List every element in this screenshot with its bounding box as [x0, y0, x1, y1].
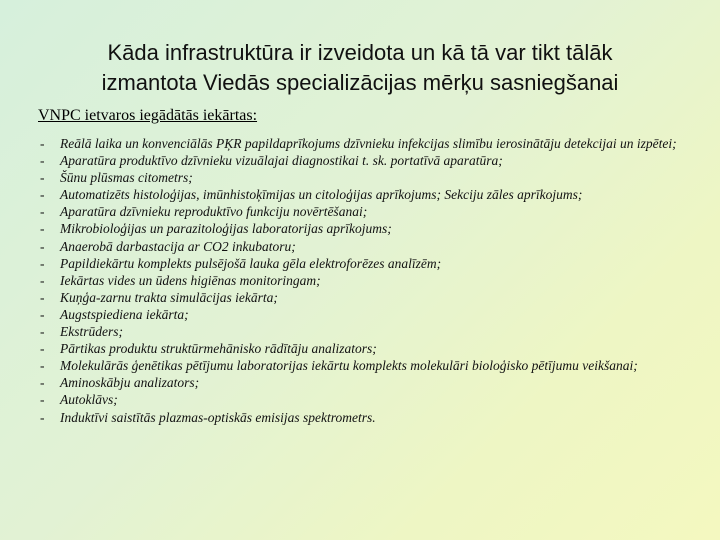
bullet-dash: -: [40, 324, 45, 340]
list-item: [38, 391, 698, 408]
list-item-text: Anaerobā darbastacija ar CO2 inkubatoru;: [60, 238, 296, 254]
list-item: [38, 152, 698, 169]
bullet-dash: -: [40, 221, 45, 237]
list-item-text: Induktīvi saistītās plazmas-optiskās emisijas spektrometrs.: [60, 409, 376, 425]
list-item-text: Aparatūra produktīvo dzīvnieku vizuālajai diagnostikai t. sk. portatīvā aparatūra;: [60, 153, 503, 169]
list-item: [38, 238, 698, 255]
list-item: [38, 323, 698, 340]
list-item-text: Ekstrūders;: [60, 324, 123, 340]
list-item-text: Automatizēts histoloģijas, imūnhistoķīmijas un citoloģijas aprīkojums; Sekciju zāles aprīkojums;: [60, 187, 583, 203]
list-item: [38, 409, 698, 426]
bullet-dash: -: [40, 375, 45, 391]
section-subheading: VNPC ietvaros iegādātās iekārtas:: [38, 107, 258, 124]
bullet-dash: -: [40, 187, 45, 203]
list-item-text: Reālā laika un konvenciālās PĶR papildaprīkojums dzīvnieku infekcijas slimību ierosinātāju detekcijai un izpētei;: [60, 136, 677, 151]
slide-title: [30, 38, 690, 98]
bullet-dash: -: [40, 238, 45, 254]
list-item: [38, 169, 698, 186]
list-item: [38, 255, 698, 272]
bullet-dash: -: [40, 204, 45, 220]
list-item: [38, 357, 698, 374]
bullet-dash: -: [40, 409, 45, 425]
equipment-list: [38, 135, 698, 426]
list-item-text: Aparatūra dzīvnieku reproduktīvo funkciju novērtēšanai;: [60, 204, 368, 220]
bullet-dash: -: [40, 255, 45, 271]
list-item-text: Pārtikas produktu struktūrmehānisko rādītāju analizators;: [60, 341, 377, 357]
list-item-text: Mikrobioloģijas un parazitoloģijas laboratorijas aprīkojums;: [60, 221, 392, 237]
bullet-dash: -: [40, 153, 45, 169]
list-item: [38, 306, 698, 323]
list-item-text: Papildiekārtu komplekts pulsējošā lauka gēla elektroforēzes analīzēm;: [60, 255, 442, 271]
list-item: [38, 272, 698, 289]
list-item-text: Molekulārās ģenētikas pētījumu laboratorijas iekārtu komplekts molekulāri bioloģisko pētījumu veikšanai;: [60, 358, 638, 374]
list-item-text: Aminoskābju analizators;: [60, 375, 200, 391]
bullet-dash: -: [40, 358, 45, 374]
list-item: [38, 340, 698, 357]
list-item: [38, 374, 698, 391]
list-item: [38, 289, 698, 306]
list-item: [38, 203, 698, 220]
bullet-dash: -: [40, 170, 45, 186]
list-item-text: Augstspiediena iekārta;: [60, 306, 189, 322]
bullet-dash: -: [40, 306, 45, 322]
bullet-dash: -: [40, 289, 45, 305]
slide-title-line-1: Kāda infrastruktūra ir izveidota un kā tā var tikt tālāk: [107, 40, 613, 65]
list-item-text: Šūnu plūsmas citometrs;: [60, 170, 193, 186]
list-item-text: Iekārtas vides un ūdens higiēnas monitoringam;: [60, 272, 321, 288]
list-item: [38, 220, 698, 237]
bullet-dash: -: [40, 136, 45, 151]
list-item: [38, 186, 698, 203]
slide-title-line-2: izmantota Viedās specializācijas mērķu sasniegšanai: [101, 70, 619, 95]
bullet-dash: -: [40, 392, 45, 408]
bullet-dash: -: [40, 341, 45, 357]
list-item-text: Autoklāvs;: [60, 392, 118, 408]
list-item: [38, 135, 698, 152]
bullet-dash: -: [40, 272, 45, 288]
list-item-text: Kuņģa-zarnu trakta simulācijas iekārta;: [60, 289, 278, 305]
